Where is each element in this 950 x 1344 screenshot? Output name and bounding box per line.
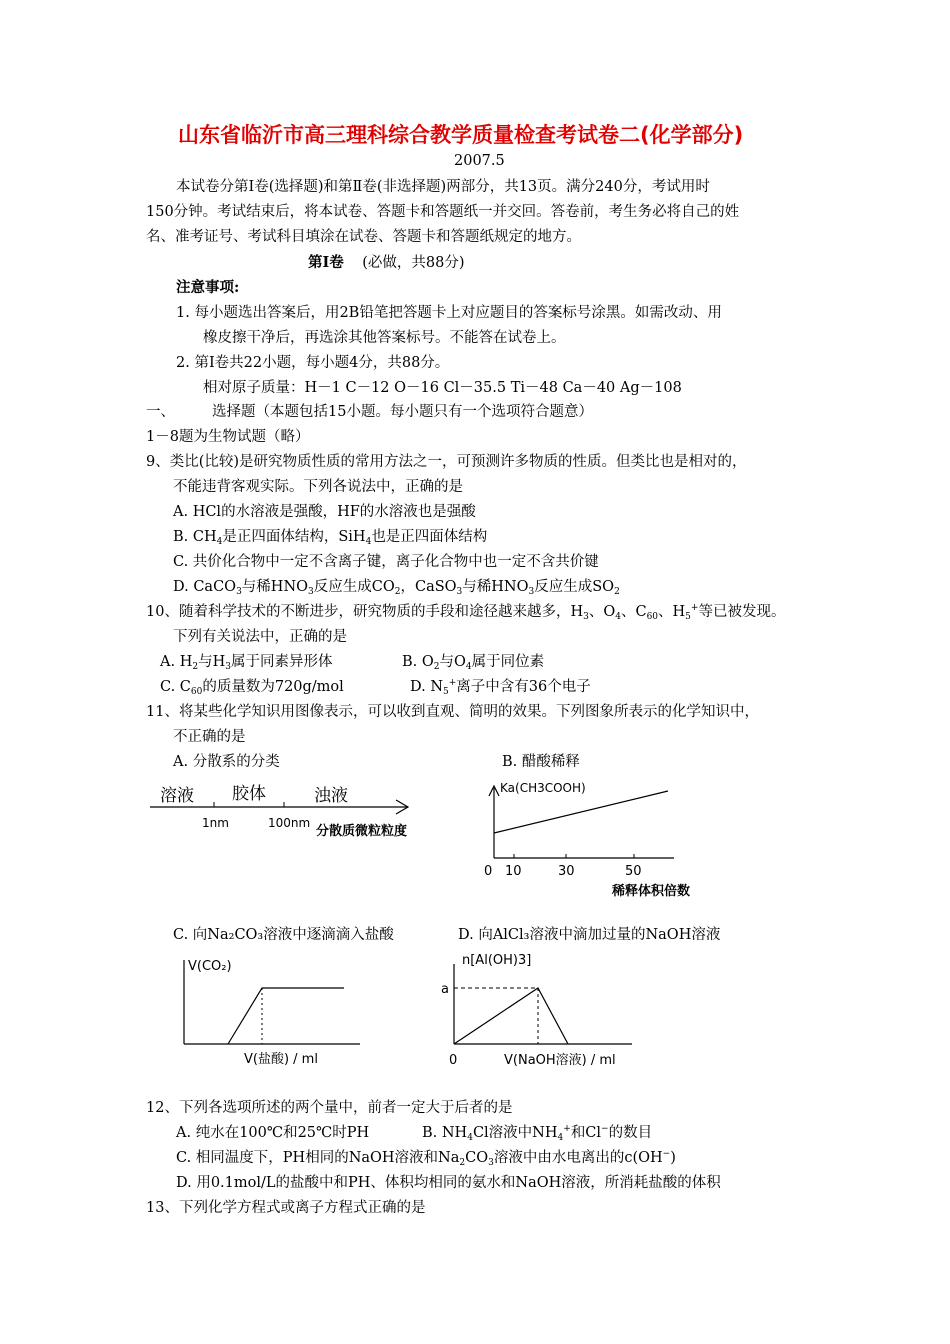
section-heading: 第Ⅰ卷 (必做，共88分): [308, 254, 465, 271]
figure-b-data-line: [494, 791, 668, 833]
q9-stem-line-2: 不能违背客观实际。下列各说法中，正确的是: [173, 479, 463, 495]
figure-a-region-suspension: 浊液: [314, 786, 348, 806]
q10-option-b: B. $O_2$与$O_4$属于同位素: [402, 654, 545, 672]
figure-b-y-label: Ka(CH3COOH): [500, 781, 586, 795]
q12-option-c: C. 相同温度下，PH相同的NaOH溶液和$Na_2CO_3$溶液中由水电离出的c(OH−): [176, 1149, 676, 1168]
figure-d-origin: 0: [449, 1053, 458, 1068]
figure-a-axis-label: 分散质微粒粒度: [316, 824, 408, 839]
q11-option-b-label: B. 醋酸稀释: [502, 754, 580, 770]
part-number: 一、: [146, 404, 175, 420]
figure-b-xtick-30: 30: [558, 864, 575, 879]
q10-stem-line-1: 10、随着科学技术的不断进步，研究物质的手段和途径越来越多，$H_3$、$O_4$、$C_{60}$、$H_5^+$等已被发现。: [146, 603, 786, 622]
q9-stem-line-1: 9、类比(比较)是研究物质性质的常用方法之一，可预测许多物质的性质。但类比也是相对的，: [146, 454, 747, 470]
figure-a-region-solution: 溶液: [160, 786, 194, 806]
q9-option-a: A. HCl的水溶液是强酸，HF的水溶液也是强酸: [173, 504, 476, 520]
q9-option-b: B. $CH_4$是正四面体结构，SiH$_4$也是正四面体结构: [173, 529, 488, 547]
intro-line-3: 名、准考证号、考试科目填涂在试卷、答题卡和答题纸规定的地方。: [146, 229, 581, 245]
exam-date: 2007.5: [454, 153, 505, 169]
figure-d-y-label: n[Al(OH)3]: [462, 953, 532, 968]
q10-option-d: D. $N_5^+$离子中含有36个电子: [410, 678, 591, 697]
figure-c-co2: [168, 952, 373, 1068]
q10-option-c: C. $C_{60}$的质量数为720g/mol: [160, 679, 344, 697]
q12-option-a: A. 纯水在100℃和25℃时PH: [176, 1125, 370, 1141]
figure-c-x-label: V(盐酸) / ml: [244, 1052, 318, 1067]
figure-c-y-label: V(CO₂): [188, 959, 232, 974]
note-1-line-2: 橡皮擦干净后，再选涂其他答案标号。不能答在试卷上。: [203, 330, 566, 346]
figure-d-data-line: [454, 988, 568, 1044]
figure-b-x-label: 稀释体积倍数: [612, 884, 691, 899]
biology-note: 1－8题为生物试题（略）: [146, 429, 310, 445]
q12-stem: 12、下列各选项所述的两个量中，前者一定大于后者的是: [146, 1100, 513, 1116]
page-title: 山东省临沂市高三理科综合教学质量检查考试卷二(化学部分): [178, 123, 744, 147]
figure-b-xtick-50: 50: [625, 864, 642, 879]
q10-stem-line-2: 下列有关说法中，正确的是: [173, 629, 347, 645]
note-1-line-1: 1. 每小题选出答案后，用2B铅笔把答题卡上对应题目的答案标号涂黑。如需改动、用: [176, 305, 722, 321]
figure-a-tick-label-1: 1nm: [202, 816, 229, 830]
figure-b-xtick-10: 10: [505, 864, 522, 879]
figure-a-region-colloid: 胶体: [232, 784, 266, 804]
q9-option-d: D. CaCO$_3$与稀$HNO_3$反应生成$CO_2$，CaSO$_3$与稀$HNO_3$反应生成$SO_2$: [173, 579, 620, 597]
figure-d-x-label: V(NaOH溶液) / ml: [504, 1053, 616, 1068]
q10-option-a: A. $H_2$与$H_3$属于同素异形体: [160, 654, 333, 672]
q9-option-c: C. 共价化合物中一定不含离子键，离子化合物中也一定不含共价键: [173, 554, 599, 570]
figure-c-data-line: [228, 988, 344, 1044]
intro-line-2: 150分钟。考试结束后，将本试卷、答题卡和答题纸一并交回。答卷前，考生务必将自己的姓: [146, 204, 740, 220]
q11-stem-line-1: 11、将某些化学知识用图像表示，可以收到直观、简明的效果。下列图象所表示的化学知识中，: [146, 704, 759, 720]
figure-d-aloh3: [440, 950, 645, 1070]
q13-stem: 13、下列化学方程式或离子方程式正确的是: [146, 1200, 426, 1216]
figure-a-dispersion: [146, 775, 446, 840]
q11-stem-line-2: 不正确的是: [173, 729, 246, 745]
figure-b-xtick-0: 0: [484, 864, 493, 879]
figure-d-a-mark: a: [441, 982, 449, 997]
figure-a-tick-label-2: 100nm: [268, 816, 311, 830]
notes-heading: 注意事项:: [176, 279, 240, 296]
intro-line-1: 本试卷分第Ⅰ卷(选择题)和第Ⅱ卷(非选择题)两部分，共13页。满分240分，考试用时: [176, 179, 710, 195]
part-heading: 选择题（本题包括15小题。每小题只有一个选项符合题意）: [212, 404, 593, 420]
figure-b-dilution: [478, 778, 728, 900]
q12-option-d: D. 用0.1mol/L的盐酸中和PH、体积均相同的氨水和NaOH溶液，所消耗盐酸的体积: [176, 1175, 721, 1191]
note-2: 2. 第Ⅰ卷共22小题，每小题4分，共88分。: [176, 355, 450, 371]
q12-option-b: B. $NH_4Cl$溶液中$NH_4^+$和Cl−的数目: [422, 1124, 653, 1143]
atomic-mass-line: 相对原子质量：H－1 C－12 O－16 Cl－35.5 Ti－48 Ca－40 Ag－108: [203, 380, 682, 396]
q11-option-d-label: D. 向AlCl₃溶液中滴加过量的NaOH溶液: [458, 927, 721, 943]
q11-option-c-label: C. 向Na₂CO₃溶液中逐滴滴入盐酸: [173, 927, 394, 943]
q11-option-a-label: A. 分散系的分类: [173, 754, 280, 770]
